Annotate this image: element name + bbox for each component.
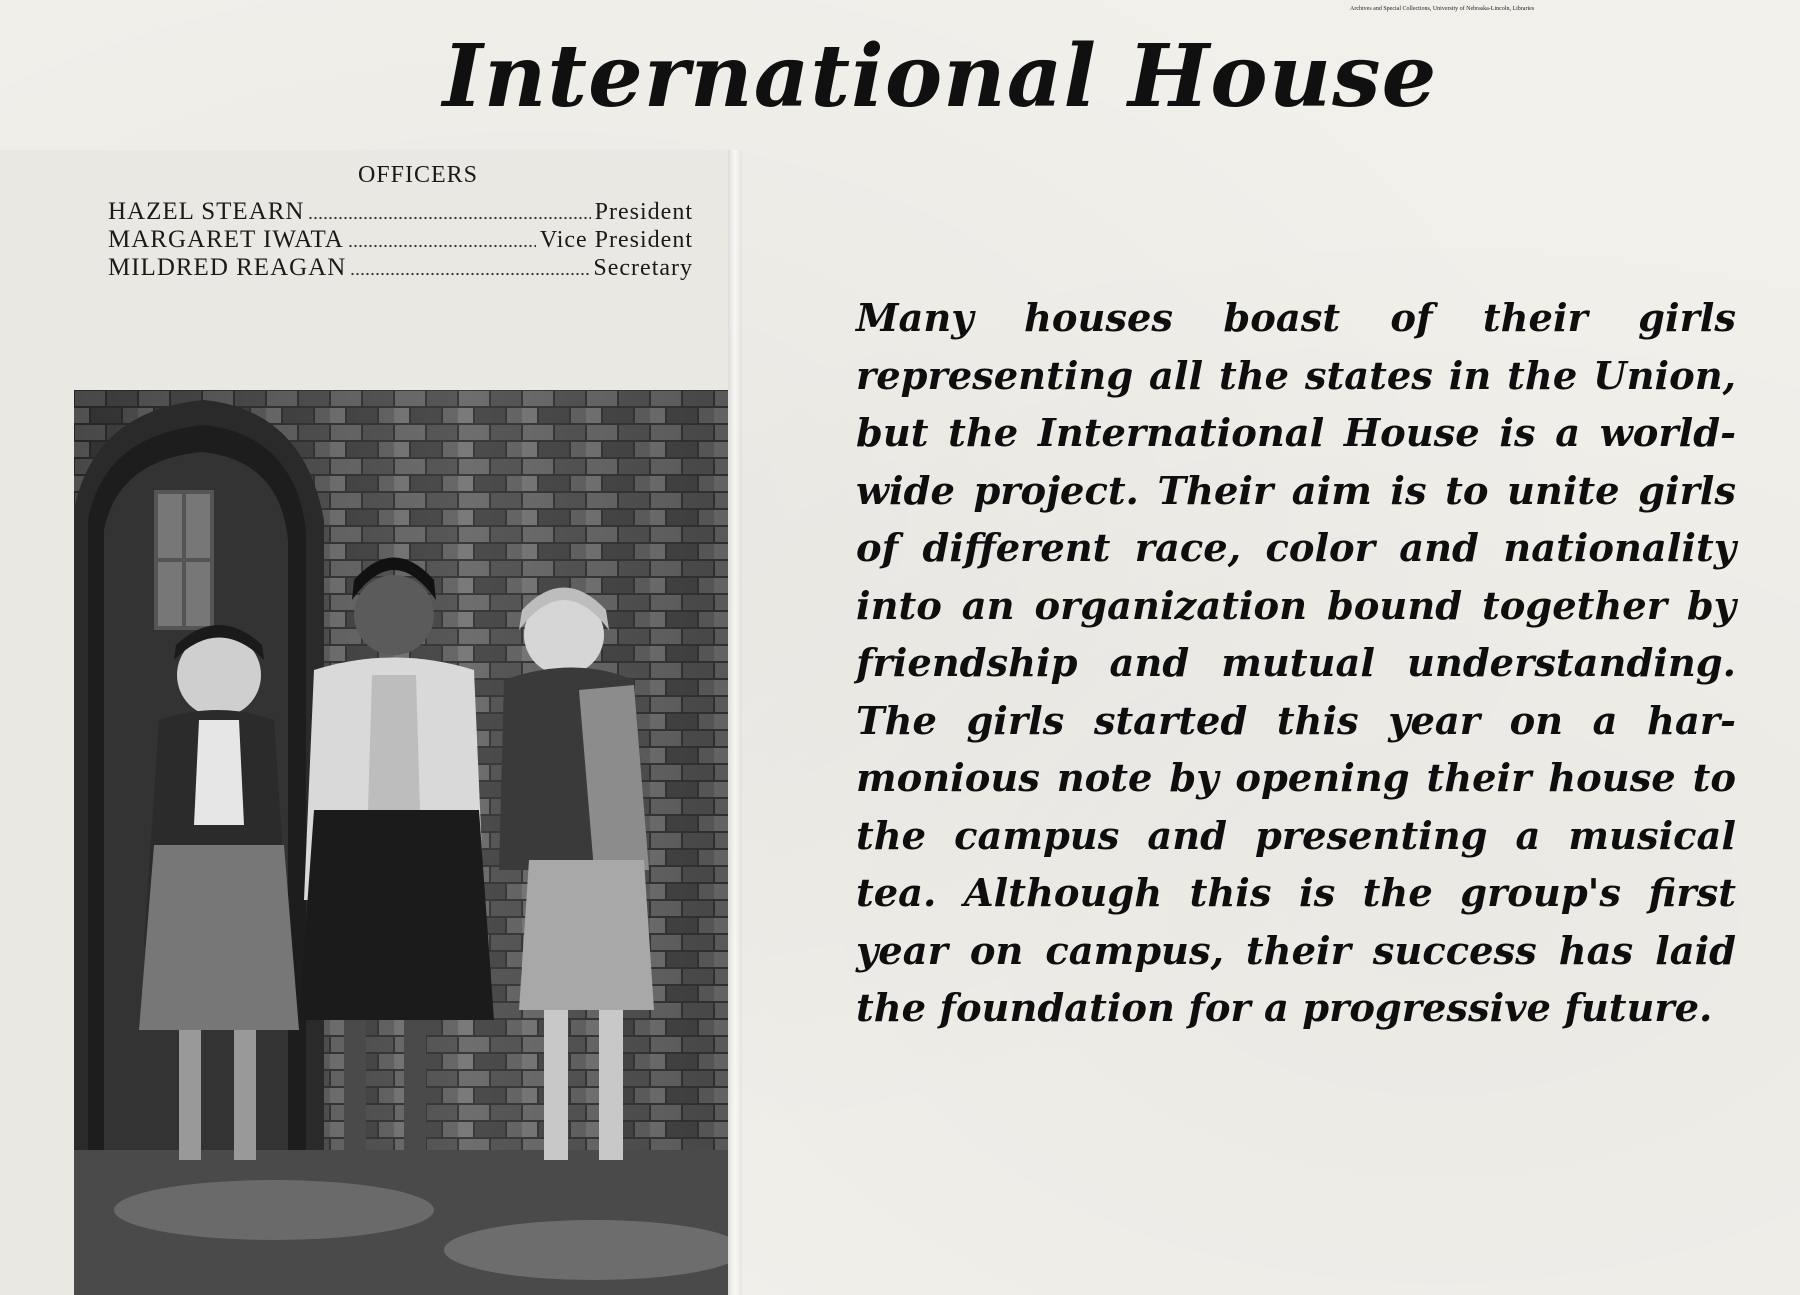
- article-line: representing all the states in the Union,: [856, 353, 1736, 399]
- officer-role: President: [594, 199, 693, 225]
- page-gutter: [728, 150, 742, 1295]
- archive-credit: Archives and Special Collections, University of Nebraska-Lincoln, Libraries: [1350, 6, 1535, 12]
- officer-role: Vice President: [539, 227, 693, 253]
- article-line: of different race, color and nationality: [856, 526, 1736, 571]
- officer-row: [108, 254, 693, 282]
- officer-name: MILDRED REAGAN: [108, 254, 347, 281]
- article-line: The girls started this year on a har-: [856, 698, 1736, 744]
- article-line: into an organization bound together by: [856, 583, 1736, 629]
- officers-heading: OFFICERS: [357, 162, 479, 188]
- article-line: year on campus, their success has laid: [856, 928, 1736, 974]
- article-line: the campus and presenting a musical: [856, 813, 1736, 859]
- article-line: tea. Although this is the group's first: [856, 871, 1736, 916]
- article-line: monious note by opening their house to: [856, 756, 1736, 801]
- leader-dots: [348, 244, 536, 248]
- article-text: [856, 290, 1736, 1038]
- leader-dots: [308, 216, 590, 220]
- officer-role: Secretary: [593, 255, 693, 281]
- article-line: the foundation for a progressive future.: [856, 986, 1713, 1031]
- officer-name: HAZEL STEARN: [108, 198, 305, 225]
- leader-dots: [350, 272, 589, 276]
- group-photo: [74, 390, 728, 1295]
- article-line: Many houses boast of their girls: [856, 296, 1736, 341]
- article-line: wide project. Their aim is to unite girls: [856, 468, 1736, 514]
- page-title: International House: [442, 26, 1438, 127]
- officer-row: [108, 226, 693, 254]
- article-line: but the International House is a world-: [856, 411, 1736, 456]
- officer-name: MARGARET IWATA: [108, 226, 344, 253]
- officers-list: [108, 198, 693, 282]
- officer-row: [108, 198, 693, 226]
- article-line: friendship and mutual understanding.: [856, 641, 1736, 686]
